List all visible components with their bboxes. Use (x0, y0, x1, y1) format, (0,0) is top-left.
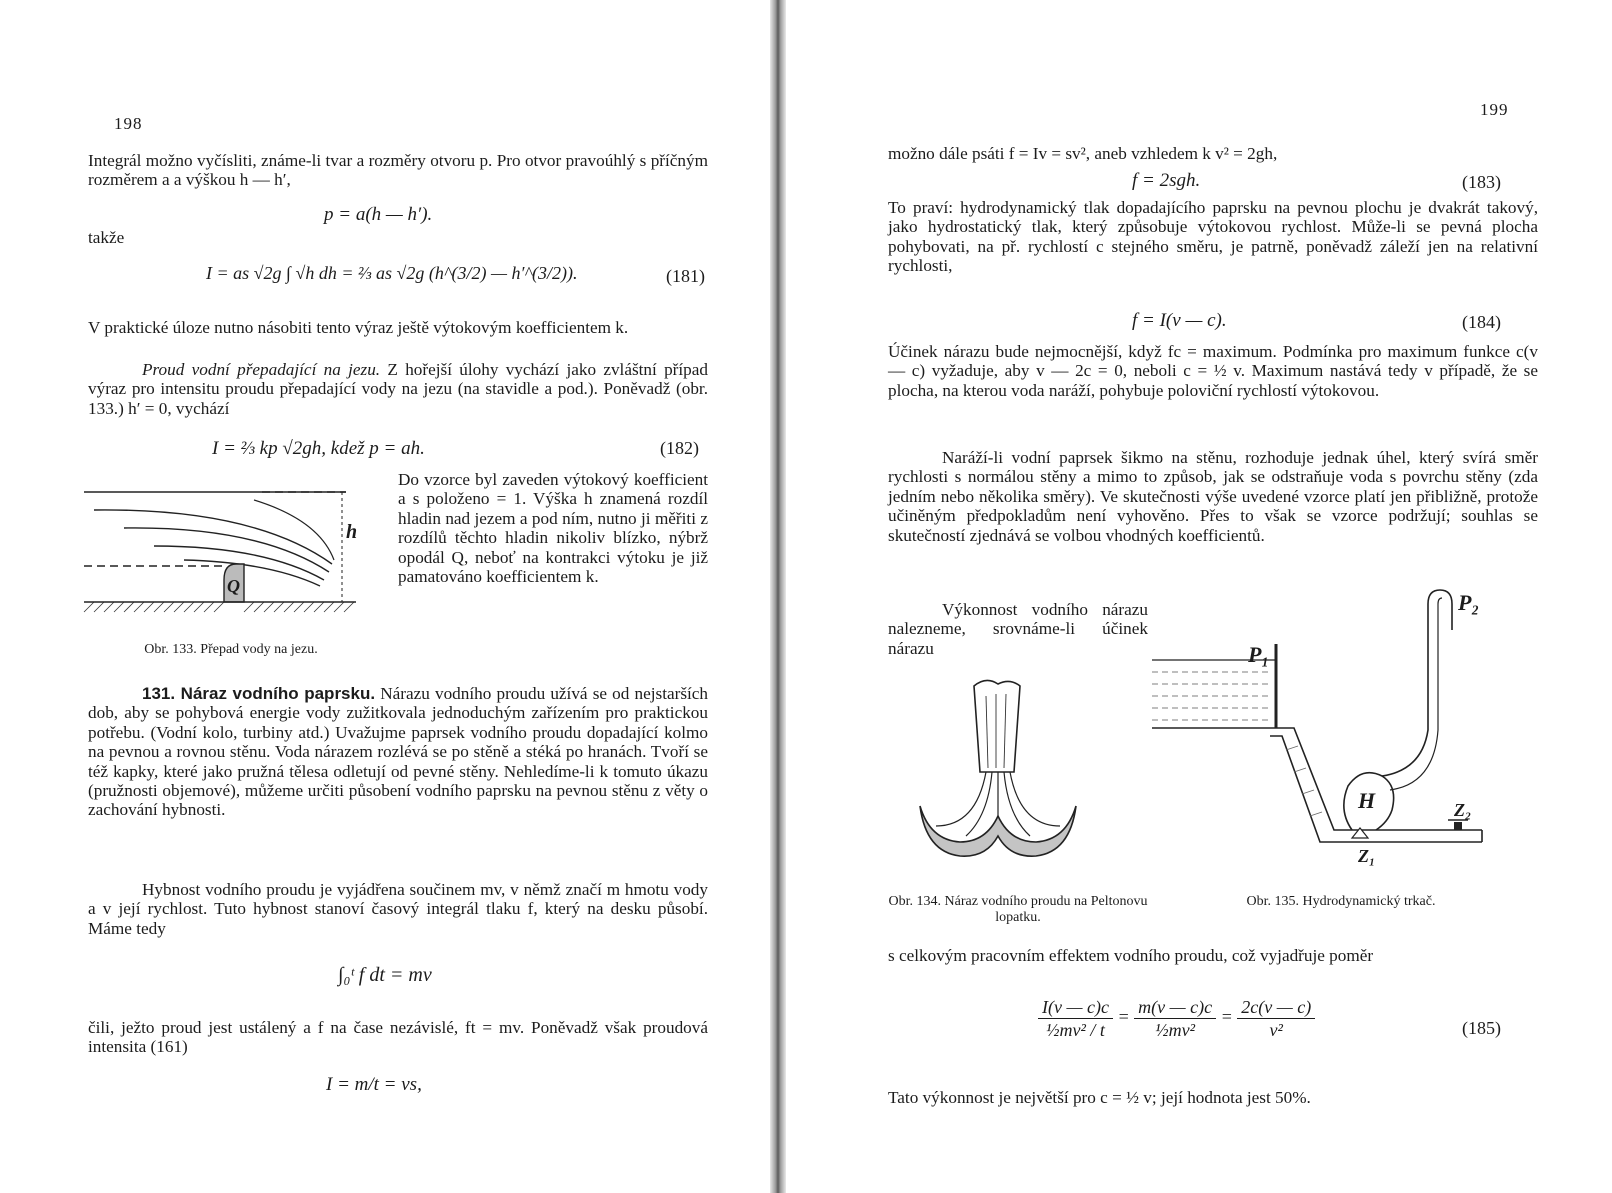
figure-134-pelton (916, 676, 1086, 876)
paragraph-tato-vykonnost: Tato výkonnost je největší pro c = ½ v; její hodnota jest 50%. (888, 1088, 1311, 1107)
equation-185: $\frac{I(v — c)c}{\text{½mv² / t}}$ = $\frac{m(v — c)c}{\text{½mv²}}$ = $\frac{2c(v — c)}{\text{v²}}$ (1038, 996, 1315, 1041)
equation-intensity: I = m/t = vs, (326, 1074, 422, 1095)
page-number: 199 (1480, 100, 1509, 119)
equation-181: I = as √2g ∫ √h dh = ⅔ as √2g (h^(3/2) — h′^(3/2)). (206, 263, 578, 283)
section-131-body: Nárazu vodního proudu užívá se od nejstarších dob, aby se pohybová energie vody zužitkovala jednoduchým zařízením pro praktickou potřebu. (Vodní kolo, turbiny atd.) Uvažujme paprsek vodního proudu dopadající kolmo na pevnou a rovnou stěnu. Voda nárazem rozlévá se po stěně a stéká po hranách. Tvoří se též kapky, které jako pružná tělesa odletují od pevné stěny. Nehledíme-li k tomuto úkazu (pružnosti objemové), můžeme určiti působení vodního paprsku na pevnou stěnu z věty o zachování hybnosti. (88, 684, 709, 820)
equation-p: p = a(h — h′). (324, 204, 433, 225)
paragraph-proud-vodni (88, 360, 708, 418)
equation-number-182: (182) (660, 438, 699, 458)
eq185-fraction-b: $\frac{m(v — c)c}{\text{½mv²}}$ (1134, 996, 1216, 1041)
equation-184: f = I(v — c). (1132, 310, 1227, 331)
figure-135-caption: Obr. 135. Hydrodynamický trkač. (1246, 894, 1436, 909)
paragraph-celkovym: s celkovým pracovním effektem vodního proudu, což vyjadřuje poměr (888, 946, 1374, 965)
paragraph-vykonnost (888, 600, 1148, 658)
fig133-label-h: h (346, 521, 358, 543)
paragraph-hybnost (88, 880, 708, 938)
paragraph-ucinek: Účinek nárazu bude nejmocnější, když fc = maximum. Podmínka pro maximum funkce c(v — c) vyžaduje, aby v — 2c = 0, neboli c = ½ v. Maximum nastává tedy v případě, že se plocha, na kterou voda naráží, pohybuje poloviční rychlostí výtokovou. (888, 342, 1538, 400)
figure-133-weir (84, 480, 374, 630)
fig135-label-p1: P₁ (1248, 642, 1270, 667)
paragraph-vykonnost-body: Výkonnost vodního nárazu nalezneme, srovnáme-li účinek nárazu (888, 600, 1148, 658)
page-198 (0, 0, 770, 1193)
paragraph-cili: čili, ježto proud jest ustálený a f na čase nezávislé, ft = mv. Poněvadž však proudová intensita (161) (88, 1018, 708, 1057)
equation-number-183: (183) (1462, 172, 1501, 192)
page-number: 198 (114, 114, 143, 133)
page-199 (786, 0, 1612, 1193)
eq185-fraction-c: $\frac{2c(v — c)}{\text{v²}}$ (1237, 996, 1315, 1041)
paragraph-proud-vodni-heading: Proud vodní přepadající na jezu. (142, 360, 381, 379)
equation-number-185: (185) (1462, 1018, 1501, 1038)
fig135-label-z2: Z₂ (1454, 800, 1472, 820)
figure-134-caption: Obr. 134. Náraz vodního proudu na Peltonovu lopatku. (888, 894, 1148, 925)
fig135-label-z1: Z₁ (1358, 846, 1376, 866)
word-takze: takže (88, 228, 125, 247)
paragraph-proud-vodni-body: Z hořejší úlohy vychází jako zvláštní případ výraz pro intensitu proudu přepadající vody na jezu (na stavidle a pod.). Poněvadž (obr. 133.) h′ = 0, vychází (88, 360, 708, 418)
fig135-label-h: H (1358, 788, 1376, 813)
paragraph-hybnost-body: Hybnost vodního proudu je vyjádřena součinem mv, v němž značí m hmotu vody a v její rychlost. Tuto hybnost stanoví časový integrál tlaku f, který na desku působí. Máme tedy (88, 880, 708, 938)
equation-number-184: (184) (1462, 312, 1501, 332)
paragraph-to-pravi: To praví: hydrodynamický tlak dopadajícího paprsku na pevnou plochu je dvakrát takový, jako hydrostatický tlak, který způsobuje výtokovou rychlost. Může-li se pevná plocha pohybovati, na př. rychlostí c stejného směru, je patrně, poněvadž záleží jen na relativní rychlosti, (888, 198, 1538, 276)
section-131 (88, 684, 708, 820)
paragraph-narazi (888, 448, 1538, 545)
paragraph-mozno: možno dále psáti f = Iv = sv², aneb vzhledem k v² = 2gh, (888, 144, 1278, 163)
paragraph-vzorec: Do vzorce byl zaveden výtokový koefficient a s položeno = 1. Výška h znamená rozdíl hladin nad jezem a pod ním, nutno ji měřiti z rozdílů těchto hladin nikoliv blízko, nýbrž opodál Q, neboť na kontrakci výtoku je již pamatováno koefficientem k. (398, 470, 708, 587)
section-131-title: 131. Náraz vodního paprsku. (142, 684, 376, 703)
figure-133-caption: Obr. 133. Přepad vody na jezu. (144, 642, 318, 657)
equation-number-181: (181) (666, 266, 705, 286)
fig135-label-p2: P₂ (1458, 590, 1480, 615)
paragraph-integral: Integrál možno vyčísliti, známe-li tvar a rozměry otvoru p. Pro otvor pravoúhlý s příčným rozměrem a a výškou h — h′, (88, 151, 708, 190)
equation-182: I = ⅔ kp √2gh, kdež p = ah. (212, 438, 425, 459)
paragraph-prakticke: V praktické úloze nutno násobiti tento výraz ještě výtokovým koefficientem k. (88, 318, 629, 337)
eq185-fraction-a: $\frac{I(v — c)c}{\text{½mv² / t}}$ (1038, 996, 1113, 1041)
figure-135-hydraulic-ram (1152, 590, 1512, 880)
paragraph-narazi-body: Naráží-li vodní paprsek šikmo na stěnu, rozhoduje jednak úhel, který svírá směr rychlosti s normálou stěny a mimo to způsob, jak se odstraňuje voda s povrchu stěny (zda jedním nebo několika směry). Ve skutečnosti výše uvedené vzorce platí jen přibližně, protože učiněným předpokladům není vyhověno. Přes to však se vzorce podržují; souhlas se skutečností zjednává se volbou vhodných koefficientů. (888, 448, 1538, 545)
book-gutter (770, 0, 786, 1193)
equation-integral: ∫₀ᵗ f dt = mv (338, 964, 432, 986)
equation-183: f = 2sgh. (1132, 170, 1201, 191)
fig133-label-q: Q (227, 576, 240, 596)
